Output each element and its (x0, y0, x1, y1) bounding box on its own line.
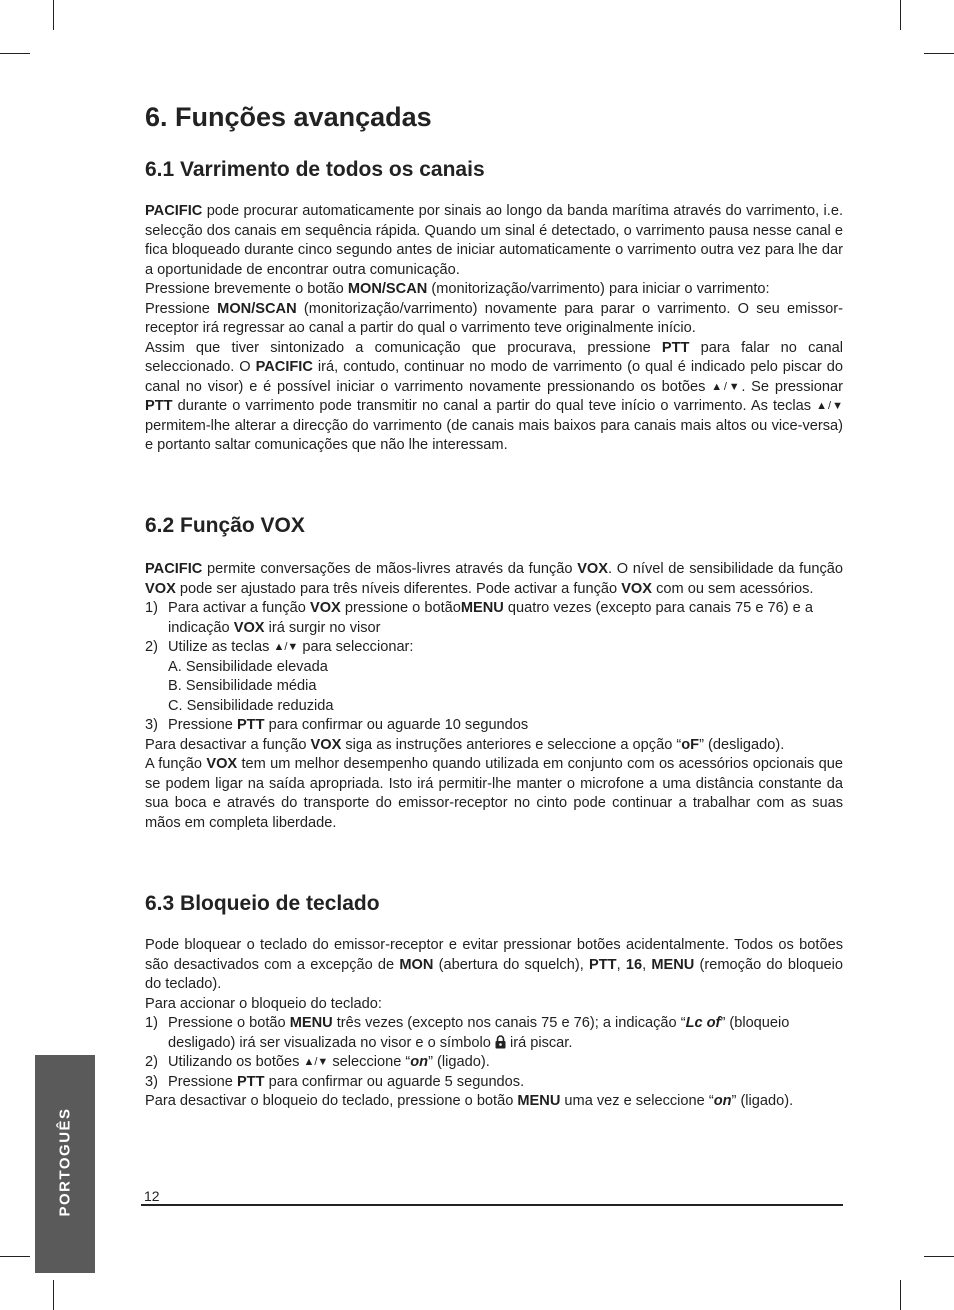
up-down-arrows-icon: ▲/▼ (273, 641, 299, 653)
section-body-keylock (145, 936, 843, 1112)
paragraph: PACIFIC permite conversações de mãos-livres através da função VOX. O nível de sensibilidade da função VOX pode ser ajustado para três níveis diferentes. Pode activar a função VOX com ou sem acessórios. (145, 561, 843, 597)
paragraph: Para desactivar a função VOX siga as instruções anteriores e seleccione a opção “oF” (desligado). (145, 736, 785, 753)
list-item: 3) Pressione PTT para confirmar ou aguarde 10 segundos (145, 717, 529, 733)
crop-mark (900, 1280, 901, 1310)
crop-mark (53, 0, 54, 30)
list-item: 2) Utilizando os botões ▲/▼ seleccione “on” (ligado). (145, 1054, 490, 1070)
section-heading-scan: 6.1 Varrimento de todos os canais (145, 158, 485, 181)
crop-mark (900, 0, 901, 30)
crop-mark (0, 53, 30, 54)
paragraph: Para accionar o bloqueio do teclado: (145, 995, 382, 1012)
paragraph: Pressione MON/SCAN (monitorização/varrimento) novamente para parar o varrimento. O seu emissor-receptor irá regressar ao canal a partir do qual o varrimento teve originalmente início. (145, 300, 844, 336)
paragraph: PACIFIC pode procurar automaticamente por sinais ao longo da banda marítima através do varrimento, i.e. selecção dos canais em sequência rápida. Quando um sinal é detectado, o varrimento pausa nesse canal e fica bloqueado durante cinco segundo antes de iniciar automaticamente o varrimento outra vez para lhe dar a oportunidade de encontrar outra comunicação. (145, 203, 843, 278)
section-heading-vox: 6.2 Função VOX (145, 514, 305, 537)
section-body-vox (145, 560, 843, 833)
option-item: B. Sensibilidade média (168, 678, 317, 694)
paragraph: Pressione brevemente o botão MON/SCAN (monitorização/varrimento) para iniciar o varrimento: (145, 281, 770, 297)
option-item: C. Sensibilidade reduzida (168, 697, 334, 714)
page-number: 12 (144, 1188, 160, 1204)
list-item: 2) Utilize as teclas ▲/▼ para seleccionar: (145, 639, 414, 655)
crop-mark (924, 53, 954, 54)
up-down-arrows-icon: ▲/▼ (816, 400, 843, 412)
crop-mark (0, 1256, 30, 1257)
page-title: 6. Funções avançadas (145, 102, 432, 132)
up-down-arrows-icon: ▲/▼ (711, 380, 742, 393)
paragraph: Assim que tiver sintonizado a comunicação que procurava, pressione PTT para falar no canal seleccionado. O PACIFIC irá, contudo, continuar no modo de varrimento (o qual é indicado pelo piscar do canal no visor) e é possível iniciar o varrimento novamente pressionando os botões ▲/▼. Se pressionar PTT durante o varrimento pode transmitir no canal a partir do qual teve início o varrimento. As teclas ▲/▼ permitem-lhe alterar a direcção do varrimento (de canais mais baixos para canais mais altos ou vice-versa) e portanto saltar comunicações que não lhe interessam. (145, 339, 843, 453)
paragraph: Para desactivar o bloqueio do teclado, pressione o botão MENU uma vez e seleccione “on” (ligado). (145, 1093, 794, 1109)
crop-mark (924, 1256, 954, 1257)
list-item: 1) Pressione o botão MENU três vezes (excepto nos canais 75 e 76); a indicação “Lc of” (bloqueio desligado) irá ser visualizada no visor e o símbolo irá piscar. (145, 1015, 790, 1051)
up-down-arrows-icon: ▲/▼ (303, 1056, 329, 1068)
list-item: 1) Para activar a função VOX pressione o botãoMENU quatro vezes (excepto para canais 75 e 76) e a indicação VOX irá surgir no visor (145, 600, 813, 636)
paragraph: A função VOX tem um melhor desempenho quando utilizada em conjunto com os acessórios opcionais que se podem ligar na saída apropriada. Isto irá permitir-lhe manter o microfone a uma distância constante da sua boca e através do transporte do emissor-receptor no cinto pode continuar a trabalhar com as suas mãos em completa liberdade. (145, 756, 843, 831)
section-heading-keylock: 6.3 Bloqueio de teclado (145, 892, 380, 915)
paragraph: Pode bloquear o teclado do emissor-receptor e evitar pressionar botões acidentalmente. Todos os botões são desactivados com a excepção de MON (abertura do squelch), PTT, 16, MENU (remoção do bloqueio do teclado). (145, 937, 844, 992)
list-item: 3) Pressione PTT para confirmar ou aguarde 5 segundos. (145, 1073, 525, 1090)
language-label: PORTOGUÊS (56, 1107, 74, 1217)
crop-mark (53, 1280, 54, 1310)
lock-icon (495, 1035, 506, 1049)
option-item: A. Sensibilidade elevada (168, 658, 328, 675)
section-body-scan (145, 202, 843, 456)
footer-rule (141, 1204, 843, 1206)
